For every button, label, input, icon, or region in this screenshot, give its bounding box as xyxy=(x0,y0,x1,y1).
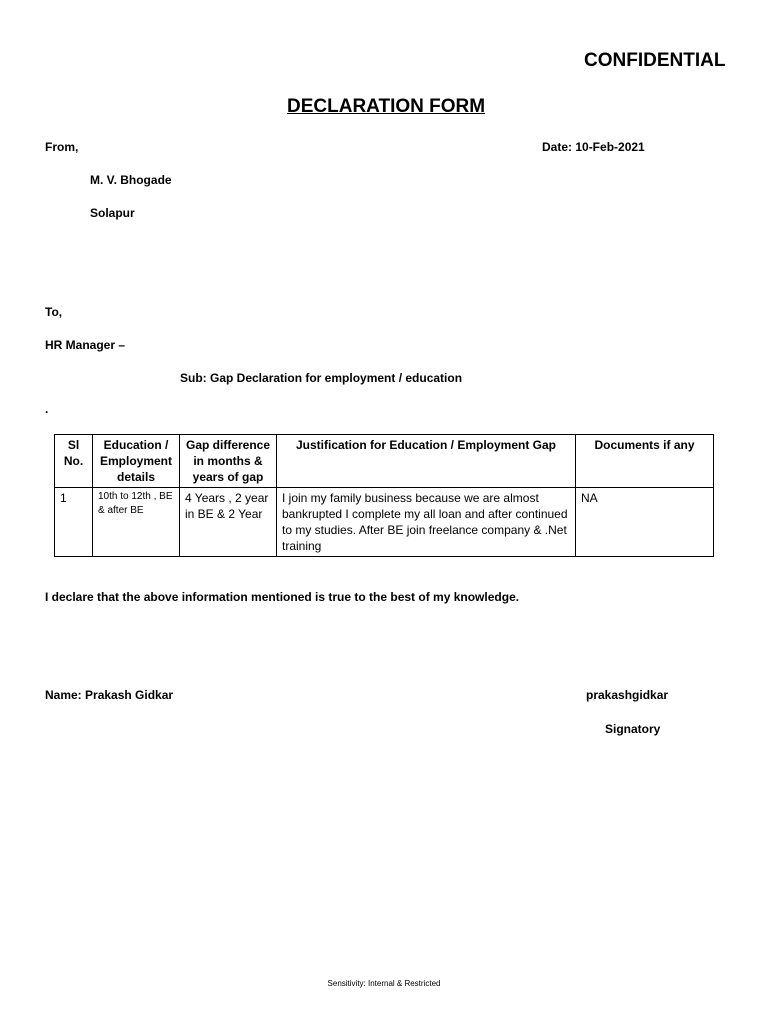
header-documents: Documents if any xyxy=(576,435,714,488)
table-header-row xyxy=(55,435,714,488)
signatory-label: Signatory xyxy=(605,722,661,736)
sender-name: M. V. Bhogade xyxy=(90,173,172,187)
header-education: Education / Employment details xyxy=(93,435,180,488)
declaration-text: I declare that the above information mentioned is true to the best of my knowledge. xyxy=(45,590,520,604)
cell-justification: I join my family business because we are almost bankrupted I complete my all loan and after continued to my studies. After BE join freelance company & .Net training xyxy=(277,488,576,557)
header-gap: Gap difference in months & years of gap xyxy=(180,435,277,488)
from-label: From, xyxy=(45,140,79,154)
confidential-label: CONFIDENTIAL xyxy=(584,50,726,71)
date-line: Date: 10-Feb-2021 xyxy=(542,140,645,154)
gap-table xyxy=(54,434,714,557)
stray-dot: . xyxy=(45,402,49,416)
header-sl-no: Sl No. xyxy=(55,435,93,488)
cell-sl: 1 xyxy=(55,488,93,557)
recipient: HR Manager – xyxy=(45,338,126,352)
cell-education: 10th to 12th , BE & after BE xyxy=(93,488,180,557)
to-label: To, xyxy=(45,305,63,319)
sensitivity-footer: Sensitivity: Internal & Restricted xyxy=(327,979,441,988)
header-justification: Justification for Education / Employment Gap xyxy=(277,435,576,488)
cell-documents: NA xyxy=(576,488,714,557)
sender-city: Solapur xyxy=(90,206,135,220)
subject-line: Sub: Gap Declaration for employment / education xyxy=(180,371,463,385)
page-title: DECLARATION FORM xyxy=(287,96,486,117)
name-line: Name: Prakash Gidkar xyxy=(45,688,174,702)
signature: prakashgidkar xyxy=(586,688,669,702)
table-row xyxy=(55,488,714,557)
cell-gap: 4 Years , 2 year in BE & 2 Year xyxy=(180,488,277,557)
